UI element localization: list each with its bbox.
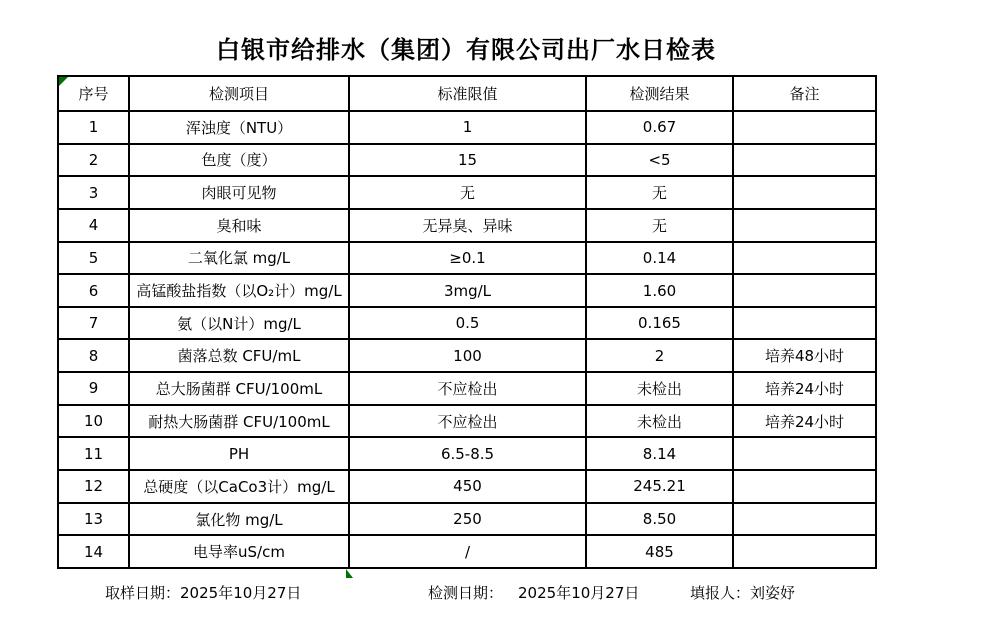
cell-result: 无 — [586, 209, 733, 242]
inspection-data-table — [57, 75, 877, 569]
table-row — [58, 242, 876, 275]
cell-limit: ≥0.1 — [349, 242, 586, 275]
cell-no: 10 — [58, 405, 129, 438]
cell-result: 485 — [586, 535, 733, 568]
cell-item: 电导率uS/cm — [129, 535, 349, 568]
cell-remark — [733, 144, 876, 177]
cell-item: 二氧化氯 mg/L — [129, 242, 349, 275]
cell-remark — [733, 535, 876, 568]
cell-remark — [733, 503, 876, 536]
cell-remark — [733, 209, 876, 242]
cell-no: 9 — [58, 372, 129, 405]
header-cell-item: 检测项目 — [129, 76, 349, 111]
cell-result: 未检出 — [586, 372, 733, 405]
cell-item: 菌落总数 CFU/mL — [129, 339, 349, 372]
cell-result: 8.14 — [586, 437, 733, 470]
cell-result: <5 — [586, 144, 733, 177]
header-cell-result: 检测结果 — [586, 76, 733, 111]
cell-remark — [733, 111, 876, 144]
cell-no: 3 — [58, 176, 129, 209]
cell-remark — [733, 470, 876, 503]
table-row — [58, 144, 876, 177]
cell-limit: 0.5 — [349, 307, 586, 340]
cell-limit: 无 — [349, 176, 586, 209]
cell-result: 8.50 — [586, 503, 733, 536]
table-row — [58, 274, 876, 307]
cell-item: 耐热大肠菌群 CFU/100mL — [129, 405, 349, 438]
cell-item: 浑浊度（NTU） — [129, 111, 349, 144]
cell-limit: 100 — [349, 339, 586, 372]
cell-item: 高锰酸盐指数（以O₂计）mg/L — [129, 274, 349, 307]
inspection-table — [57, 75, 875, 569]
cell-result: 0.67 — [586, 111, 733, 144]
cell-item: PH — [129, 437, 349, 470]
cell-no: 11 — [58, 437, 129, 470]
sampling-date-label: 取样日期： — [105, 584, 181, 602]
cell-no: 5 — [58, 242, 129, 275]
cell-no: 7 — [58, 307, 129, 340]
cell-no: 6 — [58, 274, 129, 307]
sampling-date — [105, 582, 301, 603]
cell-no: 12 — [58, 470, 129, 503]
table-row — [58, 405, 876, 438]
cell-no: 13 — [58, 503, 129, 536]
cell-result: 245.21 — [586, 470, 733, 503]
cell-limit: 3mg/L — [349, 274, 586, 307]
cell-result: 0.165 — [586, 307, 733, 340]
header-cell-no: 序号 — [58, 76, 129, 111]
reporter — [690, 582, 795, 603]
table-row — [58, 307, 876, 340]
cell-result: 未检出 — [586, 405, 733, 438]
reporter-value: 刘姿妤 — [750, 584, 796, 602]
table-bottom-flag-icon — [346, 569, 353, 578]
cell-item: 氯化物 mg/L — [129, 503, 349, 536]
cell-no: 4 — [58, 209, 129, 242]
cell-result: 1.60 — [586, 274, 733, 307]
table-row — [58, 111, 876, 144]
cell-item: 色度（度） — [129, 144, 349, 177]
test-date-value: 2025年10月27日 — [518, 584, 640, 602]
cell-item: 氨（以N计）mg/L — [129, 307, 349, 340]
cell-limit: 1 — [349, 111, 586, 144]
cell-item: 总大肠菌群 CFU/100mL — [129, 372, 349, 405]
cell-result: 2 — [586, 339, 733, 372]
cell-remark — [733, 307, 876, 340]
sampling-date-value: 2025年10月27日 — [180, 584, 302, 602]
cell-no: 8 — [58, 339, 129, 372]
test-date — [428, 582, 639, 603]
reporter-label: 填报人： — [690, 584, 751, 602]
table-row — [58, 535, 876, 568]
cell-limit: 15 — [349, 144, 586, 177]
cell-limit: / — [349, 535, 586, 568]
cell-result: 0.14 — [586, 242, 733, 275]
cell-limit: 6.5-8.5 — [349, 437, 586, 470]
cell-remark: 培养24小时 — [733, 372, 876, 405]
table-row — [58, 209, 876, 242]
cell-no: 1 — [58, 111, 129, 144]
cell-no: 14 — [58, 535, 129, 568]
table-row — [58, 339, 876, 372]
table-row — [58, 503, 876, 536]
cell-remark: 培养48小时 — [733, 339, 876, 372]
cell-remark — [733, 242, 876, 275]
cell-limit: 250 — [349, 503, 586, 536]
table-row — [58, 437, 876, 470]
cell-no: 2 — [58, 144, 129, 177]
cell-remark — [733, 176, 876, 209]
cell-remark — [733, 437, 876, 470]
cell-limit: 不应检出 — [349, 405, 586, 438]
cell-remark — [733, 274, 876, 307]
cell-item: 臭和味 — [129, 209, 349, 242]
cell-limit: 不应检出 — [349, 372, 586, 405]
footer — [0, 582, 1003, 604]
table-row — [58, 470, 876, 503]
cell-item: 肉眼可见物 — [129, 176, 349, 209]
cell-remark: 培养24小时 — [733, 405, 876, 438]
header-cell-remark: 备注 — [733, 76, 876, 111]
page-title: 白银市给排水（集团）有限公司出厂水日检表 — [216, 36, 716, 64]
header-cell-limit: 标准限值 — [349, 76, 586, 111]
table-row — [58, 372, 876, 405]
cell-limit: 450 — [349, 470, 586, 503]
cell-item: 总硬度（以CaCo3计）mg/L — [129, 470, 349, 503]
table-header-row — [58, 76, 876, 111]
cell-limit: 无异臭、异味 — [349, 209, 586, 242]
cell-result: 无 — [586, 176, 733, 209]
table-row — [58, 176, 876, 209]
test-date-label: 检测日期： — [428, 584, 504, 602]
